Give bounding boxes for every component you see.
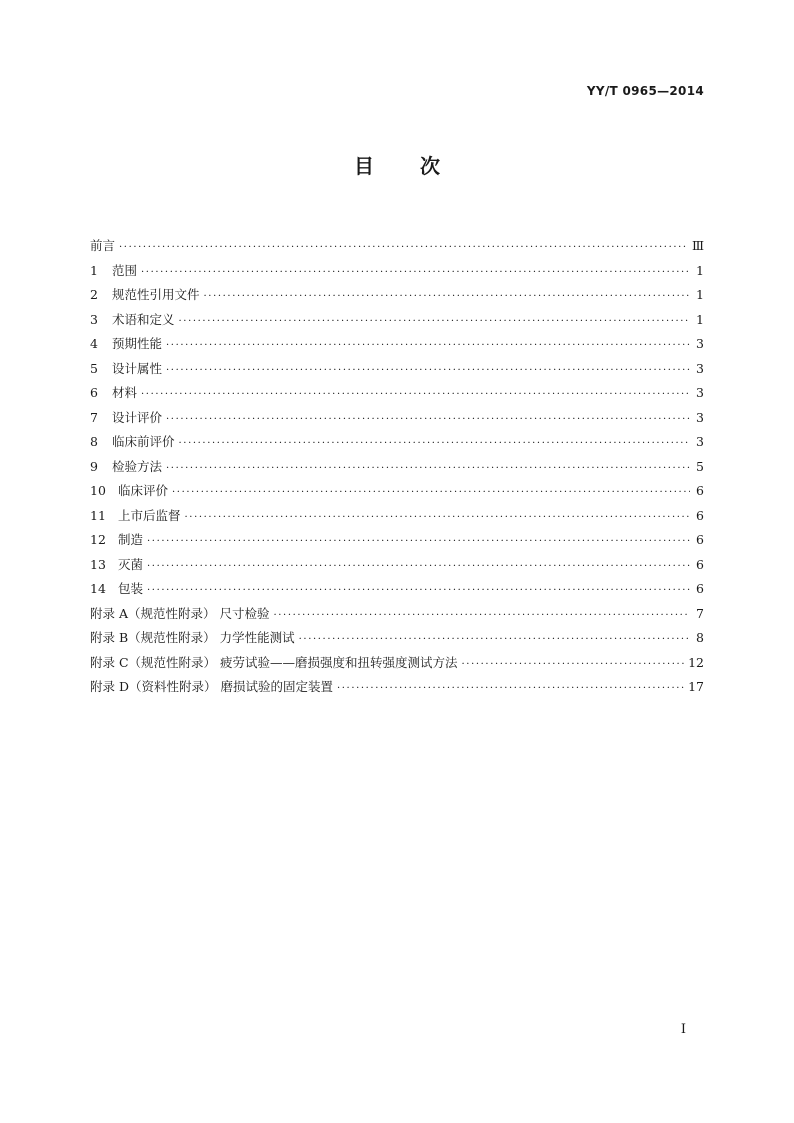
toc-leader-dots: [141, 385, 690, 405]
toc-leader-dots: [179, 434, 690, 454]
toc-entry-label: 包装: [118, 581, 144, 596]
toc-leader-dots: [147, 557, 690, 577]
toc-entry-page: 3: [696, 434, 704, 449]
toc-leader-dots: [141, 263, 690, 283]
toc-entry[interactable]: [90, 506, 704, 531]
toc-entry-label: 检验方法: [112, 458, 163, 474]
toc-entry[interactable]: [90, 285, 704, 310]
toc-entry-label: 术语和定义: [112, 311, 175, 327]
toc-entry[interactable]: [90, 604, 704, 629]
title-char-2: 次: [420, 154, 440, 178]
toc-entry[interactable]: [90, 310, 704, 335]
toc-entry-label: 范围: [112, 262, 138, 278]
toc-entry-page: 1: [696, 287, 704, 302]
toc-entry[interactable]: [90, 334, 704, 359]
toc-leader-dots: [185, 508, 690, 528]
toc-leader-dots: [147, 581, 690, 601]
toc-leader-dots: [172, 483, 690, 503]
toc-entry[interactable]: [90, 530, 704, 555]
toc-entry-page: 8: [696, 630, 704, 645]
toc-entry-page: 3: [696, 336, 704, 351]
toc-entry-number: 3: [90, 311, 98, 327]
toc-entry-number: 10: [90, 483, 106, 498]
table-of-contents: [90, 236, 704, 702]
page-title: [0, 150, 794, 179]
toc-entry-number: 2: [90, 287, 98, 302]
toc-entry-label: 制造: [118, 532, 144, 547]
toc-entry[interactable]: [90, 383, 704, 408]
toc-entry-page: 17: [688, 679, 704, 694]
toc-entry-page: 6: [696, 507, 704, 523]
toc-leader-dots: [204, 287, 690, 307]
toc-entry-page: 3: [696, 360, 704, 376]
toc-entry-label: 上市后监督: [118, 507, 181, 523]
toc-entry[interactable]: [90, 359, 704, 384]
toc-leader-dots: [462, 655, 685, 675]
toc-entry-page: 3: [696, 385, 704, 400]
toc-entry[interactable]: [90, 481, 704, 506]
toc-entry-number: 5: [90, 360, 98, 376]
toc-entry-label: 附录 B（规范性附录） 力学性能测试: [90, 630, 295, 645]
toc-entry[interactable]: [90, 236, 704, 261]
toc-entry-page: 7: [696, 605, 704, 621]
toc-entry-label: 附录 A（规范性附录） 尺寸检验: [90, 605, 270, 621]
toc-leader-dots: [166, 361, 690, 381]
toc-entry-number: 4: [90, 336, 98, 351]
toc-entry[interactable]: [90, 457, 704, 482]
toc-entry-label: 临床前评价: [112, 434, 175, 449]
toc-leader-dots: [166, 336, 690, 356]
toc-entry[interactable]: [90, 261, 704, 286]
toc-entry-number: 11: [90, 507, 106, 523]
toc-entry[interactable]: [90, 432, 704, 457]
toc-entry-number: 7: [90, 409, 98, 425]
toc-entry-page: 6: [696, 581, 704, 596]
toc-entry-page: 12: [688, 654, 704, 670]
toc-entry-label: 材料: [112, 385, 138, 400]
page-number: I: [680, 1022, 686, 1037]
toc-entry[interactable]: [90, 408, 704, 433]
toc-entry-number: 14: [90, 581, 106, 596]
toc-leader-dots: [119, 238, 688, 258]
toc-entry-number: 1: [90, 262, 98, 278]
toc-entry-label: 附录 C（规范性附录） 疲劳试验——磨损强度和扭转强度测试方法: [90, 654, 458, 670]
document-code: YY/T 0965—2014: [586, 84, 704, 98]
toc-entry-label: 规范性引用文件: [112, 287, 200, 302]
toc-entry-page: 1: [696, 311, 704, 327]
toc-leader-dots: [273, 606, 690, 626]
toc-entry-label: 临床评价: [118, 483, 169, 498]
toc-leader-dots: [179, 312, 690, 332]
toc-entry-page: Ⅲ: [691, 238, 704, 253]
toc-entry-label: 设计属性: [112, 360, 163, 376]
toc-entry-number: 6: [90, 385, 98, 400]
toc-entry-number: 12: [90, 532, 106, 547]
toc-entry[interactable]: [90, 653, 704, 678]
toc-entry-page: 5: [696, 458, 704, 474]
toc-entry[interactable]: [90, 628, 704, 653]
toc-leader-dots: [299, 630, 690, 650]
toc-entry-number: 8: [90, 434, 98, 449]
toc-entry-label: 预期性能: [112, 336, 163, 351]
toc-entry-page: 1: [696, 262, 704, 278]
toc-entry-label: 附录 D（资料性附录） 磨损试验的固定装置: [90, 679, 333, 694]
toc-entry-label: 设计评价: [112, 409, 163, 425]
toc-entry[interactable]: [90, 677, 704, 702]
toc-entry[interactable]: [90, 579, 704, 604]
toc-entry-page: 6: [696, 532, 704, 547]
toc-entry-page: 6: [696, 556, 704, 572]
toc-leader-dots: [166, 410, 690, 430]
title-char-1: 目: [354, 154, 374, 178]
toc-entry-number: 9: [90, 458, 98, 474]
toc-entry-page: 6: [696, 483, 704, 498]
toc-entry-label: 灭菌: [118, 556, 144, 572]
toc-entry[interactable]: [90, 555, 704, 580]
toc-leader-dots: [147, 532, 690, 552]
toc-entry-label: 前言: [90, 238, 116, 253]
toc-leader-dots: [166, 459, 690, 479]
toc-entry-number: 13: [90, 556, 106, 572]
toc-entry-page: 3: [696, 409, 704, 425]
toc-leader-dots: [337, 679, 684, 699]
